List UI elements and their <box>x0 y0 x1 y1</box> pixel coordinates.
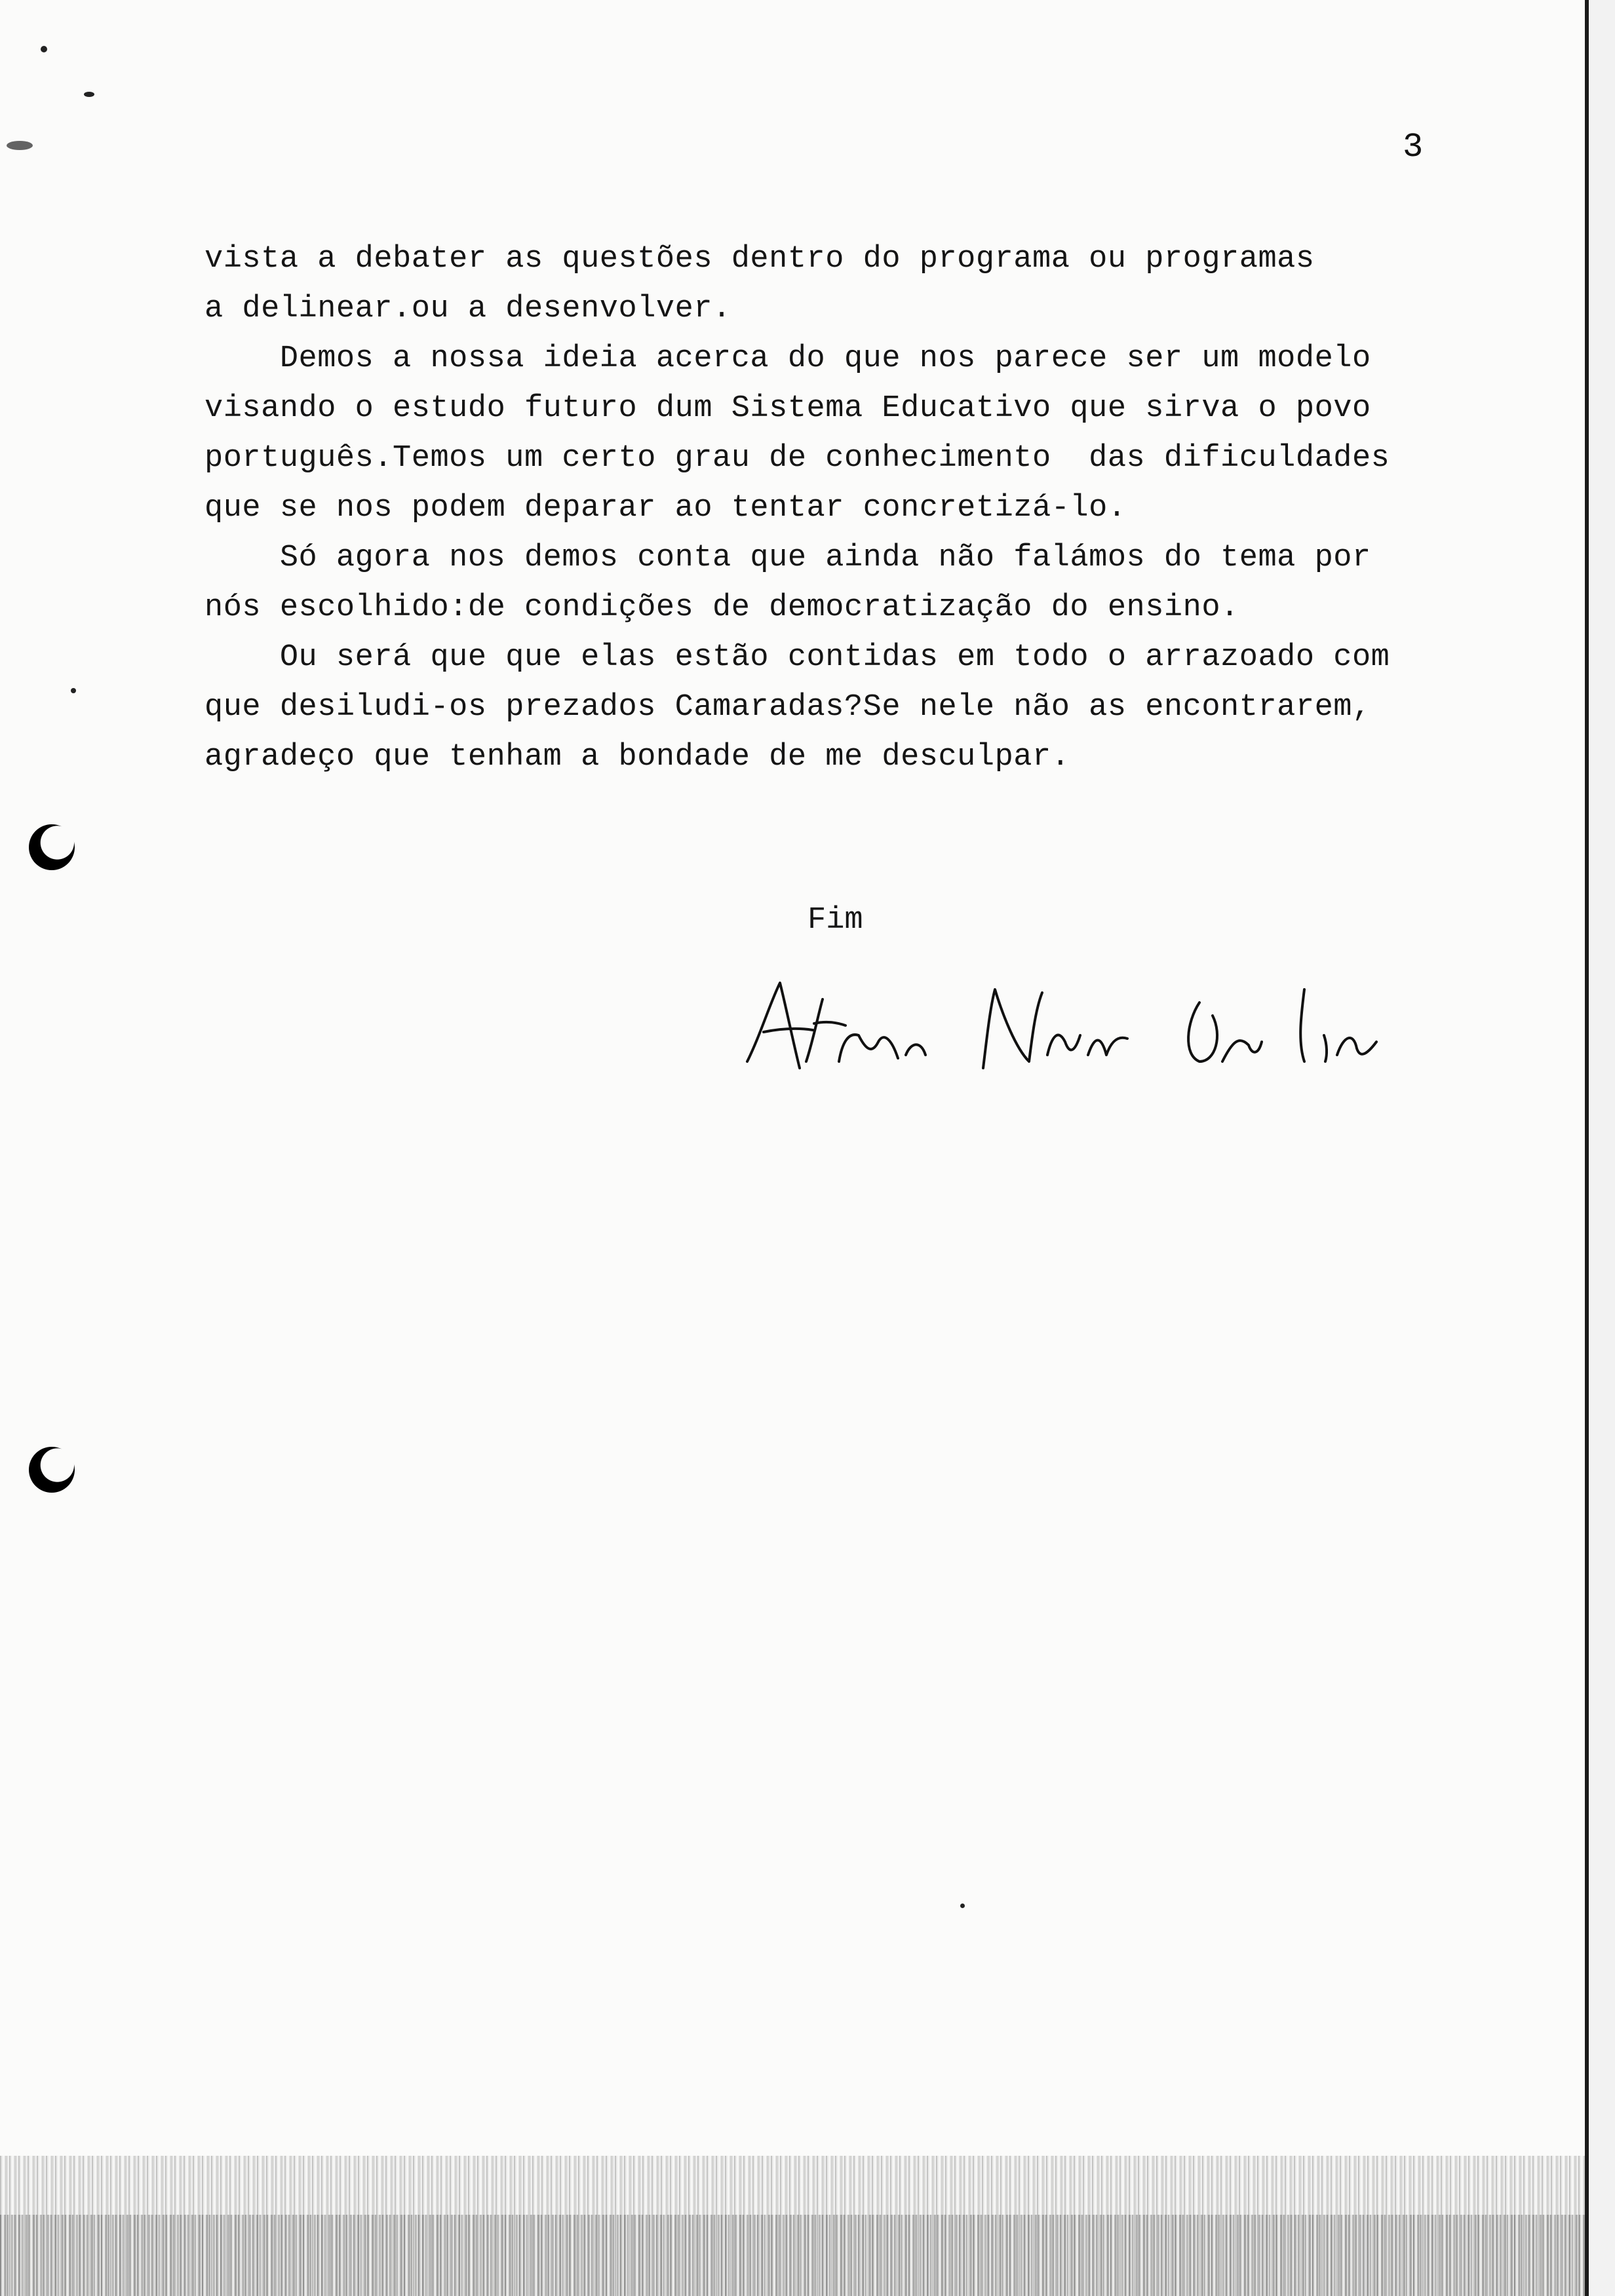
text-line: agradeço que tenham a bondade de me desculpar. <box>204 740 1070 775</box>
scan-speck <box>71 688 76 693</box>
body-text <box>204 235 1483 782</box>
scan-speck <box>7 141 33 150</box>
text-line: visando o estudo futuro dum Sistema Educativo que sirva o povo <box>204 391 1371 426</box>
scan-speck <box>41 46 47 52</box>
text-line: Só agora nos demos conta que ainda não falámos do tema por <box>204 541 1371 575</box>
text-line: português.Temos um certo grau de conhecimento das dificuldades <box>204 441 1390 476</box>
text-line: Ou será que que elas estão contidas em todo o arrazoado com <box>204 640 1390 675</box>
text-line: que desiludi-os prezados Camaradas?Se nele não as encontrarem, <box>204 690 1371 725</box>
handwritten-signature <box>734 963 1390 1088</box>
text-line: a delinear.ou a desenvolver. <box>204 292 731 326</box>
scan-speck <box>960 1904 965 1908</box>
text-line: vista a debater as questões dentro do programa ou programas <box>204 242 1315 277</box>
scan-speck <box>84 92 94 97</box>
scan-margin <box>1589 0 1615 2296</box>
page-number: 3 <box>1403 128 1424 166</box>
text-line: Demos a nossa ideia acerca do que nos parece ser um modelo <box>204 341 1371 376</box>
closing-word: Fim <box>808 903 863 938</box>
punch-hole-top <box>29 824 75 870</box>
text-line: nós escolhido:de condições de democratização do ensino. <box>204 590 1239 625</box>
text-line: que se nos podem deparar ao tentar concretizá-lo. <box>204 491 1127 526</box>
punch-hole-bottom <box>29 1447 75 1493</box>
scan-noise <box>0 2215 1585 2296</box>
